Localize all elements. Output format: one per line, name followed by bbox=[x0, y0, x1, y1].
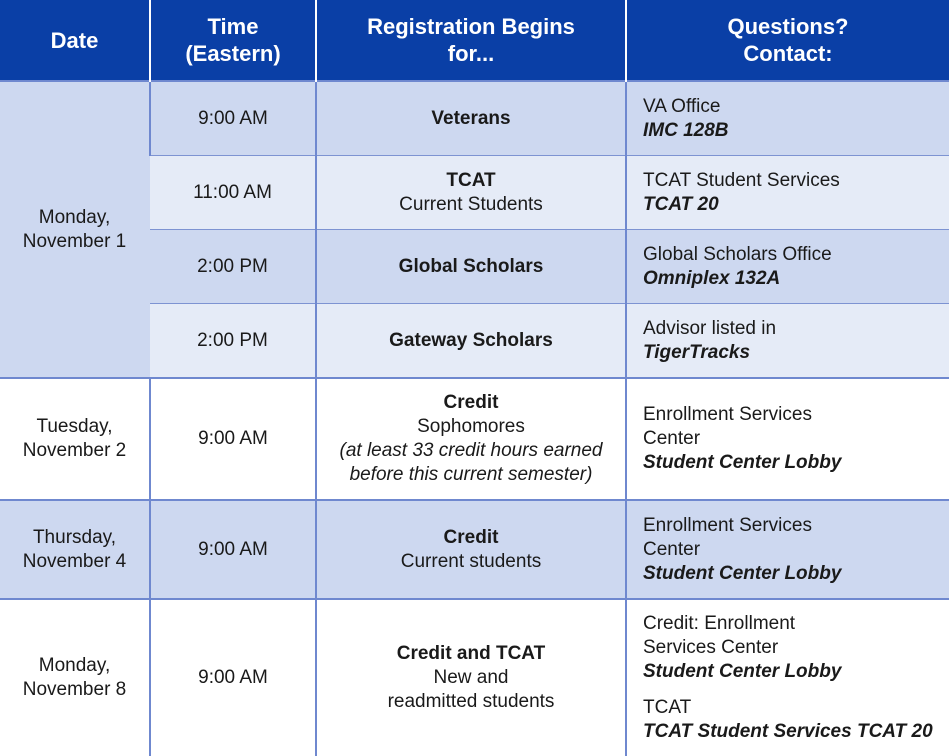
contact-cell: Credit: Enrollment Services Center Student Center Lobby TCAT TCAT Student Services TCAT 20 bbox=[626, 599, 949, 756]
registration-cell: Veterans bbox=[316, 81, 626, 156]
date-cell: Thursday, November 4 bbox=[0, 500, 150, 599]
time-cell: 9:00 AM bbox=[150, 81, 316, 156]
header-time: Time (Eastern) bbox=[150, 0, 316, 81]
contact-cell: Global Scholars Office Omniplex 132A bbox=[626, 230, 949, 304]
date-cell: Monday, November 8 bbox=[0, 599, 150, 756]
table-row bbox=[0, 81, 949, 156]
header-date: Date bbox=[0, 0, 150, 81]
date-cell: Tuesday, November 2 bbox=[0, 378, 150, 500]
contact-cell: Enrollment Services Center Student Center Lobby bbox=[626, 378, 949, 500]
registration-cell: Credit and TCAT New and readmitted students bbox=[316, 599, 626, 756]
header-contact: Questions? Contact: bbox=[626, 0, 949, 81]
registration-cell: Credit Sophomores (at least 33 credit hours earned before this current semester) bbox=[316, 378, 626, 500]
registration-cell: Global Scholars bbox=[316, 230, 626, 304]
registration-cell: TCAT Current Students bbox=[316, 156, 626, 230]
header-registration: Registration Begins for... bbox=[316, 0, 626, 81]
table-row bbox=[0, 378, 949, 500]
table-row bbox=[0, 599, 949, 756]
contact-cell: Advisor listed in TigerTracks bbox=[626, 304, 949, 379]
contact-cell: VA Office IMC 128B bbox=[626, 81, 949, 156]
header-row bbox=[0, 0, 949, 81]
contact-cell: TCAT Student Services TCAT 20 bbox=[626, 156, 949, 230]
time-cell: 9:00 AM bbox=[150, 378, 316, 500]
time-cell: 2:00 PM bbox=[150, 230, 316, 304]
registration-cell: Gateway Scholars bbox=[316, 304, 626, 379]
time-cell: 11:00 AM bbox=[150, 156, 316, 230]
table-row bbox=[0, 500, 949, 599]
time-cell: 9:00 AM bbox=[150, 599, 316, 756]
time-cell: 2:00 PM bbox=[150, 304, 316, 379]
contact-cell: Enrollment Services Center Student Center Lobby bbox=[626, 500, 949, 599]
time-cell: 9:00 AM bbox=[150, 500, 316, 599]
date-cell: Monday, November 1 bbox=[0, 81, 150, 378]
contact-spacer bbox=[643, 684, 939, 696]
registration-cell: Credit Current students bbox=[316, 500, 626, 599]
